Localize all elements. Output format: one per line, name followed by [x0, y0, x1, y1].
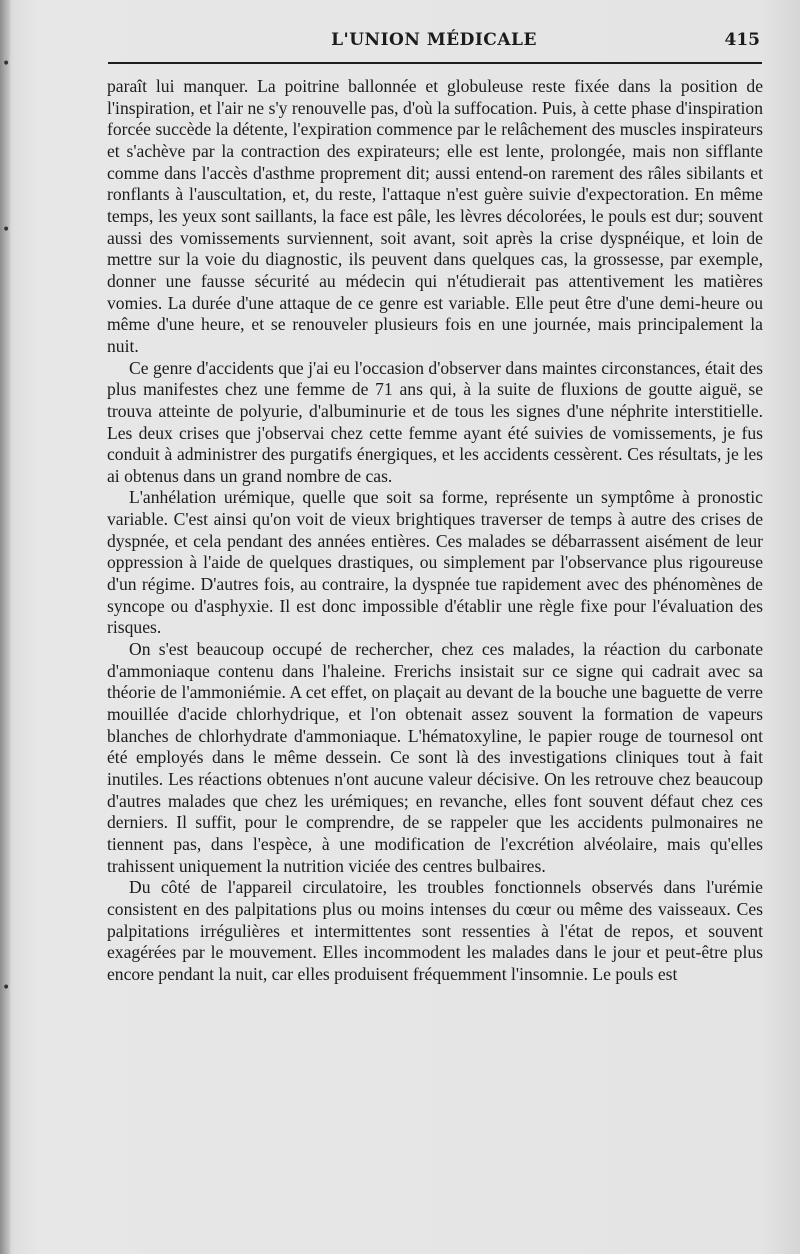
- body-text: [107, 76, 763, 986]
- header-rule: [108, 62, 762, 64]
- margin-mark-icon: •: [2, 980, 11, 996]
- page-header: [108, 30, 760, 58]
- page-spine-shadow: [0, 0, 10, 1254]
- paragraph: Du côté de l'appareil circulatoire, les troubles fonctionnels observés dans l'urémie consistent en des palpitations plus ou moins intenses du cœur ou même des vaisseaux. Ces palpitations irrégulières et intermittentes sont ressenties à l'état de repos, et souvent exagérées par le mouvement. Elles incommodent les malades dans le jour et peut-être plus encore pendant la nuit, car elles produisent fréquemment l'insomnie. Le pouls est: [107, 877, 763, 984]
- margin-mark-icon: •: [2, 56, 11, 72]
- paragraph: paraît lui manquer. La poitrine ballonnée et globuleuse reste fixée dans la position de l'inspiration, et l'air ne s'y renouvelle pas, d'où la suffocation. Puis, à cette phase d'inspiration forcée succède la détente, l'expiration commence par le relâchement des muscles inspirateurs et s'achève par la contraction des expirateurs; elle est lente, prolongée, mais non sifflante comme dans l'accès d'asthme proprement dit; aussi entend-on rarement des râles sibilants et ronflants à l'auscultation, et, du reste, l'attaque n'est guère suivie d'expectoration. En même temps, les yeux sont saillants, la face est pâle, les lèvres décolorées, le pouls est dur; souvent aussi des vomissements surviennent, soit avant, soit après la crise dyspnéique, et loin de mettre sur la voie du diagnostic, ils peuvent dans quelques cas, la grossesse, par exemple, donner une fausse sécurité au médecin qui n'étudierait pas attentivement les matières vomies. La durée d'une attaque de ce genre est variable. Elle peut être d'une demi-heure ou même d'une heure, et se renouveler plusieurs fois en une journée, mais principalement la nuit.: [107, 76, 763, 356]
- paragraph: Ce genre d'accidents que j'ai eu l'occasion d'observer dans maintes circonstances, était des plus manifestes chez une femme de 71 ans qui, à la suite de fluxions de goutte aiguë, se trouva atteinte de polyurie, d'albuminurie et de tous les signes d'une néphrite interstitielle. Les deux crises que j'observai chez cette femme ayant été suivies de vomissements, je fus conduit à administrer des purgatifs énergiques, et les accidents cessèrent. Ces résultats, je les ai obtenus dans un grand nombre de cas.: [107, 357, 763, 486]
- paragraph: L'anhélation urémique, quelle que soit sa forme, représente un symptôme à pronostic variable. C'est ainsi qu'on voit de vieux brightiques traverser de temps à autre des crises de dyspnée, et cela pendant des années entières. Ces malades se débarrassent aisément de leur oppression à l'aide de quelques drastiques, ou simplement par l'observance plus rigoureuse d'un régime. D'autres fois, au contraire, la dyspnée tue rapidement avec des phénomènes de syncope ou d'asphyxie. Il est donc impossible d'établir une règle fixe pour l'évaluation des risques.: [107, 487, 763, 638]
- margin-mark-icon: •: [2, 222, 11, 238]
- paragraph: On s'est beaucoup occupé de rechercher, chez ces malades, la réaction du carbonate d'ammoniaque contenu dans l'haleine. Frerichs insistait sur ce signe qui cadrait avec sa théorie de l'ammoniémie. A cet effet, on plaçait au devant de la bouche une baguette de verre mouillée d'acide chlorhydrique, et l'on obtenait assez souvent la formation de vapeurs blanches de chlorhydrate d'ammoniaque. L'hématoxyline, le papier rouge de tournesol ont été employés dans le même dessein. Ce sont là des investigations cliniques tout à fait inutiles. Les réactions obtenues n'ont aucune valeur décisive. On les retrouve chez beaucoup d'autres malades que chez les urémiques; en revanche, elles font souvent défaut chez ces derniers. Il suffit, pour le comprendre, de se rappeler que les accidents pulmonaires ne tiennent pas, dans l'espèce, à une modification de l'excrétion alvéolaire, mais qu'elles trahissent uniquement la nutrition viciée des centres bulbaires.: [107, 639, 763, 876]
- running-title: L'UNION MÉDICALE: [331, 30, 537, 50]
- page-number: 415: [724, 30, 760, 50]
